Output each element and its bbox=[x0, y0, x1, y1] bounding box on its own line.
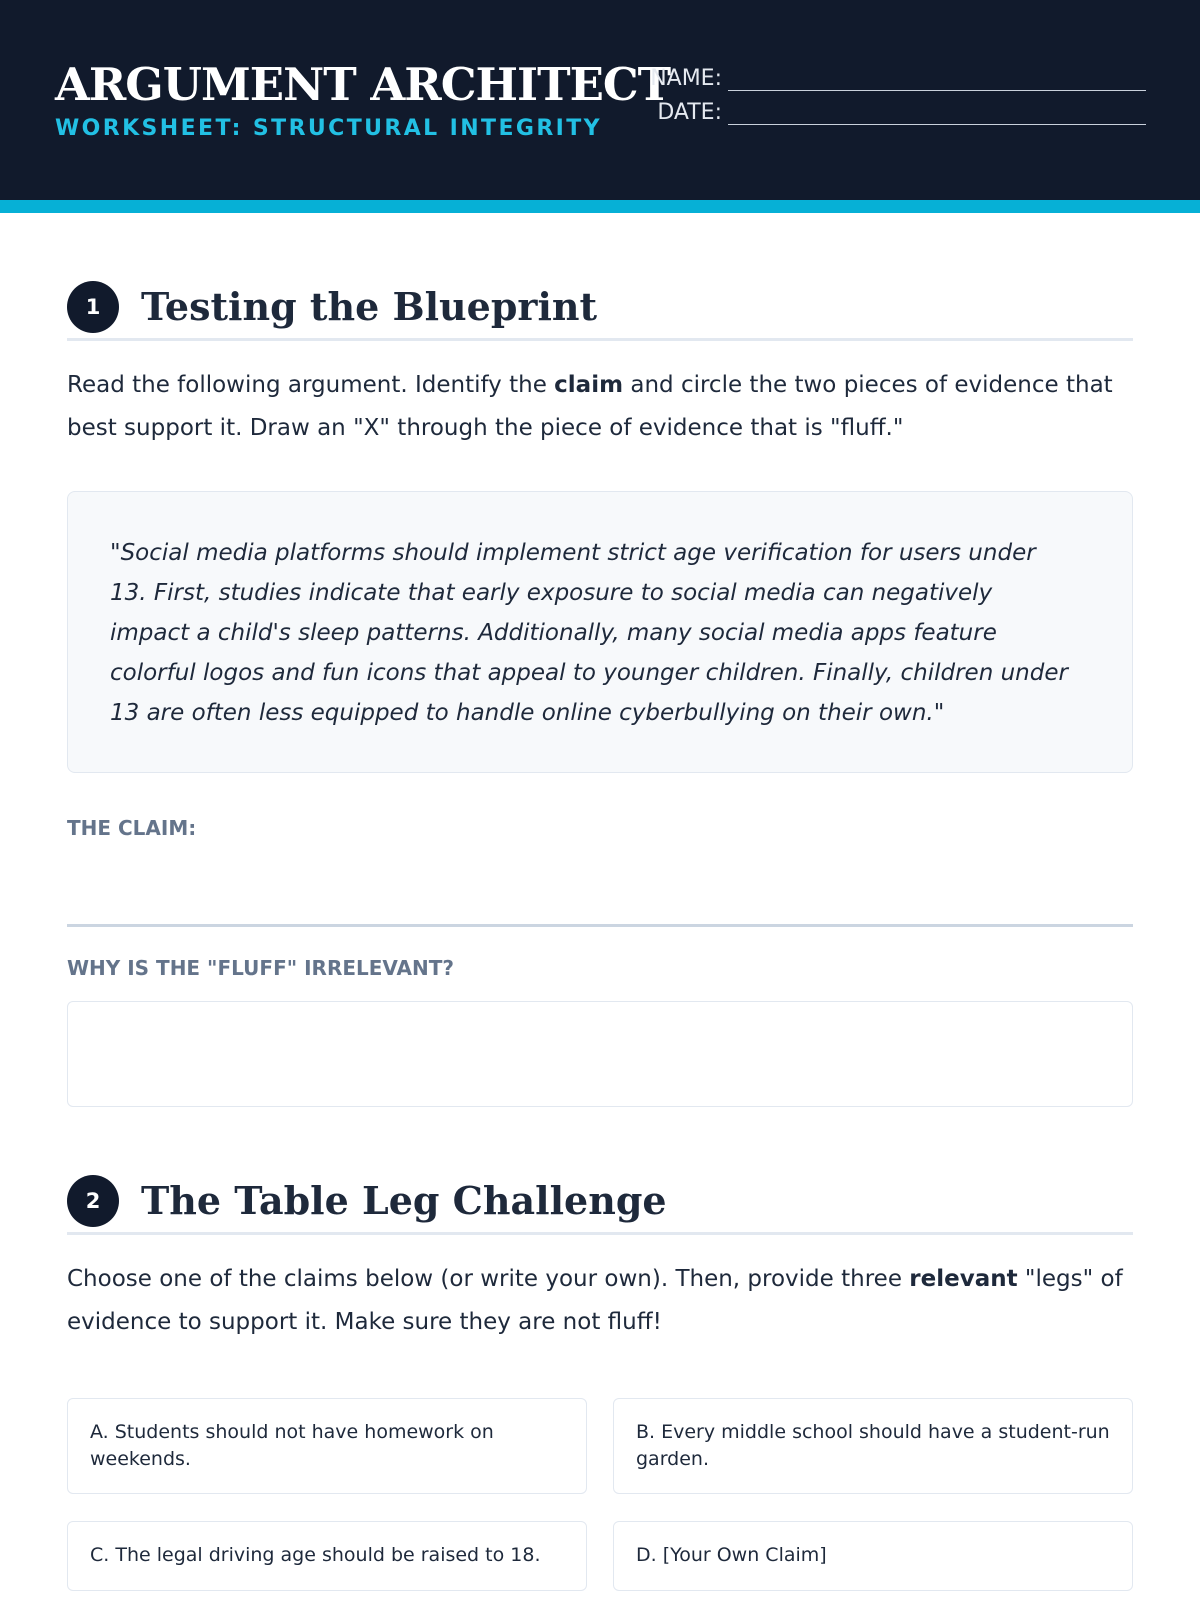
claim-option-b[interactable]: B. Every middle school should have a student-run garden. bbox=[613, 1398, 1133, 1494]
fluff-question-label: WHY IS THE "FLUFF" IRRELEVANT? bbox=[67, 956, 455, 980]
date-field[interactable] bbox=[620, 100, 1150, 128]
claim-label: THE CLAIM: bbox=[67, 816, 197, 840]
section-1-heading bbox=[67, 281, 1133, 351]
section-2-heading bbox=[67, 1175, 1133, 1245]
section-title: Testing the Blueprint bbox=[141, 284, 598, 329]
claim-option-a[interactable]: A. Students should not have homework on weekends. bbox=[67, 1398, 587, 1494]
section-1-instructions: Read the following argument. Identify the claim and circle the two pieces of evidence that best support it. Draw an "X" through the piece of evidence that is "fluff." bbox=[67, 372, 1113, 441]
emphasis-claim: claim bbox=[554, 372, 624, 398]
section-divider bbox=[67, 338, 1133, 341]
claim-answer-line[interactable] bbox=[67, 924, 1133, 927]
section-divider bbox=[67, 1232, 1133, 1235]
name-label: NAME: bbox=[650, 66, 722, 91]
worksheet-header bbox=[0, 0, 1200, 200]
argument-quote: "Social media platforms should implement strict age verification for users under 13. First, studies indicate that early exposure to social media can negatively impact a child's sleep patterns. Additionally, many social media apps feature colorful logos and fun icons that appeal to younger children. Finally, children under 13 are often less equipped to handle online cyberbullying on their own." bbox=[110, 540, 1068, 726]
name-line[interactable] bbox=[728, 90, 1146, 91]
claim-option-c[interactable]: C. The legal driving age should be raised to 18. bbox=[67, 1521, 587, 1591]
section-number-badge: 2 bbox=[67, 1175, 119, 1227]
emphasis-relevant: relevant bbox=[909, 1266, 1018, 1292]
date-label: DATE: bbox=[657, 100, 722, 125]
worksheet-title: ARGUMENT ARCHITECT bbox=[55, 58, 671, 111]
argument-quote-box bbox=[67, 491, 1133, 773]
section-2-instructions: Choose one of the claims below (or write your own). Then, provide three relevant "legs" of evidence to support it. Make sure they are not fluff! bbox=[67, 1266, 1123, 1335]
worksheet-subtitle: WORKSHEET: STRUCTURAL INTEGRITY bbox=[55, 116, 603, 141]
date-line[interactable] bbox=[728, 124, 1146, 125]
fluff-answer-box[interactable] bbox=[67, 1001, 1133, 1107]
section-number-badge: 1 bbox=[67, 281, 119, 333]
name-field[interactable] bbox=[620, 66, 1150, 94]
section-title: The Table Leg Challenge bbox=[141, 1178, 667, 1223]
claim-option-d[interactable]: D. [Your Own Claim] bbox=[613, 1521, 1133, 1591]
header-accent-bar bbox=[0, 200, 1200, 213]
